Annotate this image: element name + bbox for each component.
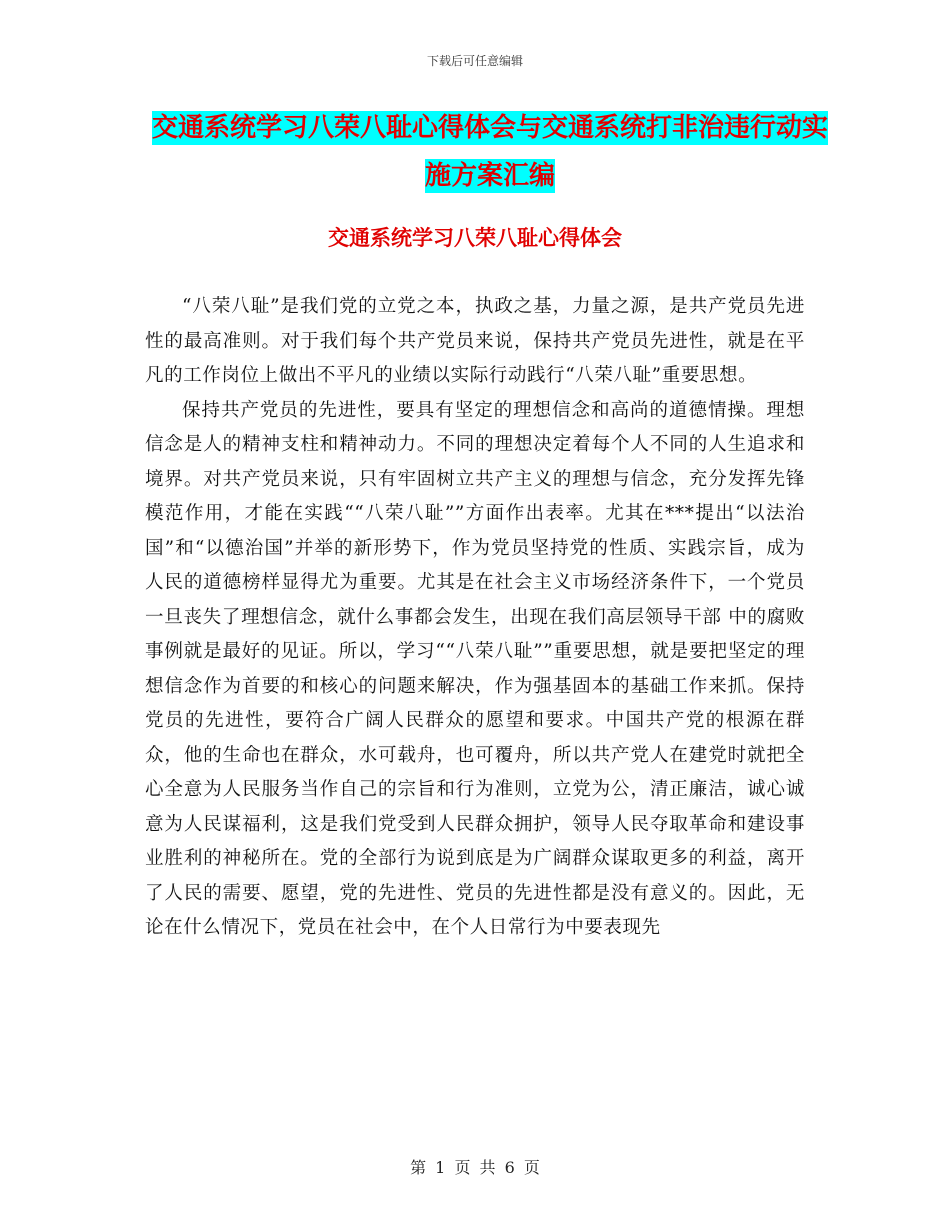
document-title (150, 104, 830, 200)
paragraph-2: 保持共产党员的先进性，要具有坚定的理想信念和高尚的道德情操。理想信念是人的精神支柱和精神动力。不同的理想决定着每个人不同的人生追求和境界。对共产党员来说，只有牢固树立共产主义的理想与信念，充分发挥先锋模范作用，才能在实践““八荣八耻””方面作出表率。尤其在***提出“以法治国”和“以德治国”并举的新形势下，作为党员坚持党的性质、实践宗旨，成为人民的道德榜样显得尤为重要。尤其是在社会主义市场经济条件下，一个党员一旦丧失了理想信念，就什么事都会发生，出现在我们高层领导干部 中的腐败事例就是最好的见证。所以，学习““八荣八耻””重要思想，就是要把坚定的理想信念作为首要的和核心的问题来解决，作为强基固本的基础工作来抓。保持党员的先进性，要符合广阔人民群众的愿望和要求。中国共产党的根源在群众，他的生命也在群众，水可载舟，也可覆舟，所以共产党人在建党时就把全心全意为人民服务当作自己的宗旨和行为准则，立党为公，清正廉洁，诚心诚意为人民谋福利，这是我们党受到人民群众拥护，领导人民夺取革命和建设事业胜利的神秘所在。党的全部行为说到底是为广阔群众谋取更多的利益，离开了人民的需要、愿望，党的先进性、党员的先进性都是没有意义的。因此，无论在什么情况下，党员在社会中，在个人日常行为中要表现先 (145, 399, 805, 938)
page-footer: 第 1 页 共 6 页 (410, 1158, 540, 1177)
document-title-text: 交通系统学习八荣八耻心得体会与交通系统打非治违行动实施方案汇编 (151, 113, 828, 191)
body-text (145, 290, 805, 946)
header-note: 下载后可任意编辑 (426, 54, 523, 68)
section-title: 交通系统学习八荣八耻心得体会 (328, 226, 622, 250)
paragraph-1: “八荣八耻”是我们党的立党之本，执政之基，力量之源，是共产党员先进性的最高准则。对于我们每个共产党员来说，保持共产党员先进性，就是在平凡的工作岗位上做出不平凡的业绩以实际行动践行“八荣八耻”重要思想。 (145, 296, 805, 386)
